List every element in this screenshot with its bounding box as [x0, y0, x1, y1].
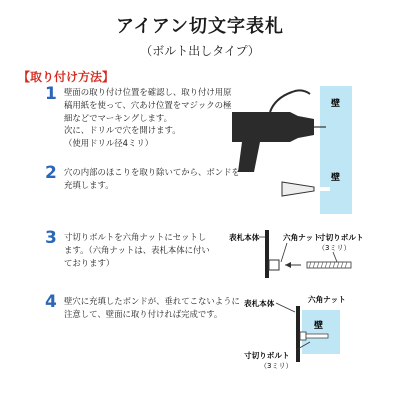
page-title: アイアン切文字表札	[115, 16, 285, 37]
threaded-bolt	[306, 334, 328, 338]
plate-body	[296, 306, 300, 362]
step-4-text: 壁穴に充填したボンドが、垂れてこないように 注意して、壁面に取り付ければ完成です。	[64, 296, 240, 319]
page-subtitle: （ボルト出しタイプ）	[140, 44, 260, 58]
hex-nut	[300, 332, 306, 340]
leader-line	[276, 303, 295, 312]
leader-line	[281, 243, 287, 262]
hex-nut-label: 六角ナット	[283, 233, 321, 242]
wall-label: 壁	[331, 173, 341, 183]
bolt-label: 寸切りボルト	[318, 233, 364, 242]
arrow-left-icon	[285, 262, 291, 268]
bolt-size-label: （3ミリ）	[260, 362, 293, 370]
plate-body-label: 表札本体	[244, 299, 275, 308]
wall	[320, 86, 352, 166]
section-title: 【取り付け方法】	[18, 70, 115, 84]
leader-line	[333, 252, 337, 262]
plate-body	[265, 230, 269, 278]
bolt-label: 寸切りボルト	[244, 351, 290, 360]
step-3-number: 3	[45, 228, 57, 248]
bolt-size-label: （3ミリ）	[318, 244, 351, 252]
hex-nut-label: 六角ナット	[308, 295, 346, 304]
plate-body-label: 表札本体	[229, 233, 260, 242]
bond-nozzle-icon	[282, 182, 314, 196]
wall-hole	[318, 187, 330, 191]
step-1-number: 1	[45, 84, 57, 104]
drill-cord	[270, 90, 310, 112]
wall-label: 壁	[331, 99, 341, 109]
mount-diagram	[240, 290, 360, 372]
step-2-text: 穴の内部のほこりを取り除いてから、ボンドを 充填します。	[64, 167, 240, 190]
step-1-text: 壁面の取り付け位置を確認し、取り付け用原 稿用紙を使って、穴あけ位置をマジックの極 細などでマーキングします。 次に、ドリルで穴を開けます。 （使用ドリル径4ミリ）	[64, 87, 232, 149]
bond-diagram	[280, 158, 360, 218]
step-2-number: 2	[45, 163, 57, 183]
hex-nut	[269, 260, 279, 270]
bolt-set-diagram	[225, 224, 370, 286]
wall	[302, 310, 340, 354]
step-3-text: 寸切りボルトを六角ナットにセットし ます。（六角ナットは、表札本体に付い ております）	[64, 232, 210, 268]
step-4-number: 4	[45, 292, 57, 312]
wall-label: 壁	[314, 321, 324, 331]
